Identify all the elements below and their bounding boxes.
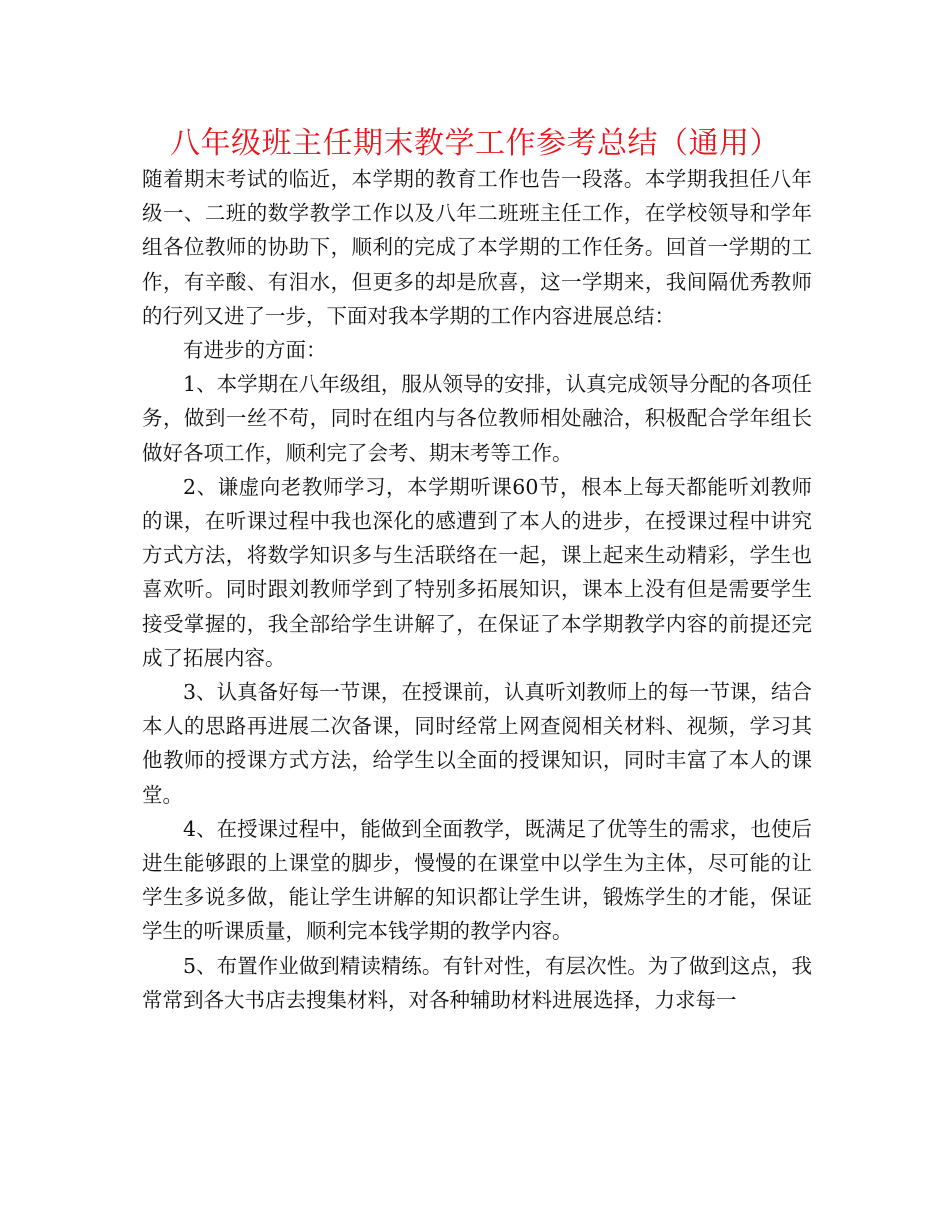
paragraph-item-2: 2、谦虚向老教师学习，本学期听课60节，根本上每天都能听刘教师的课，在听课过程中我也深化的感遭到了本人的进步，在授课过程中讲究方式方法，将数学知识多与生活联络在一起，课上起来生动精彩，学生也喜欢听。同时跟刘教师学到了特别多拓展知识，课本上没有但是需要学生接受掌握的，我全部给学生讲解了，在保证了本学期教学内容的前提还完成了拓展内容。 xyxy=(142,474,812,670)
paragraph-progress-heading: 有进步的方面： xyxy=(183,338,327,363)
document-body xyxy=(142,162,812,1017)
paragraph-item-4: 4、在授课过程中，能做到全面教学，既满足了优等生的需求，也使后进生能够跟的上课堂的脚步，慢慢的在课堂中以学生为主体，尽可能的让学生多说多做，能让学生讲解的知识都让学生讲，锻炼学生的才能，保证学生的听课质量，顺利完本钱学期的教学内容。 xyxy=(142,816,812,944)
paragraph-item-3: 3、认真备好每一节课，在授课前，认真听刘教师上的每一节课，结合本人的思路再进展二次备课，同时经常上网查阅相关材料、视频，学习其他教师的授课方式方法，给学生以全面的授课知识，同时丰富了本人的课堂。 xyxy=(142,680,812,807)
paragraph-item-1: 1、本学期在八年级组，服从领导的安排，认真完成领导分配的各项任务，做到一丝不苟，同时在组内与各位教师相处融洽，积极配合学年组长做好各项工作，顺利完了会考、期末考等工作。 xyxy=(142,372,812,465)
document-title: 八年级班主任期末教学工作参考总结（通用） xyxy=(170,126,780,161)
paragraph-intro: 随着期末考试的临近，本学期的教育工作也告一段落。本学期我担任八年级一、二班的数学教学工作以及八年二班班主任工作，在学校领导和学年组各位教师的协助下，顺利的完成了本学期的工作任务。回首一学期的工作，有辛酸、有泪水，但更多的却是欣喜，这一学期来，我间隔优秀教师的行列又进了一步，下面对我本学期的工作内容进展总结： xyxy=(142,167,812,328)
paragraph-item-5: 5、布置作业做到精读精练。有针对性，有层次性。为了做到这点，我常常到各大书店去搜集材料，对各种辅助材料进展选择，力求每一 xyxy=(142,953,812,1012)
